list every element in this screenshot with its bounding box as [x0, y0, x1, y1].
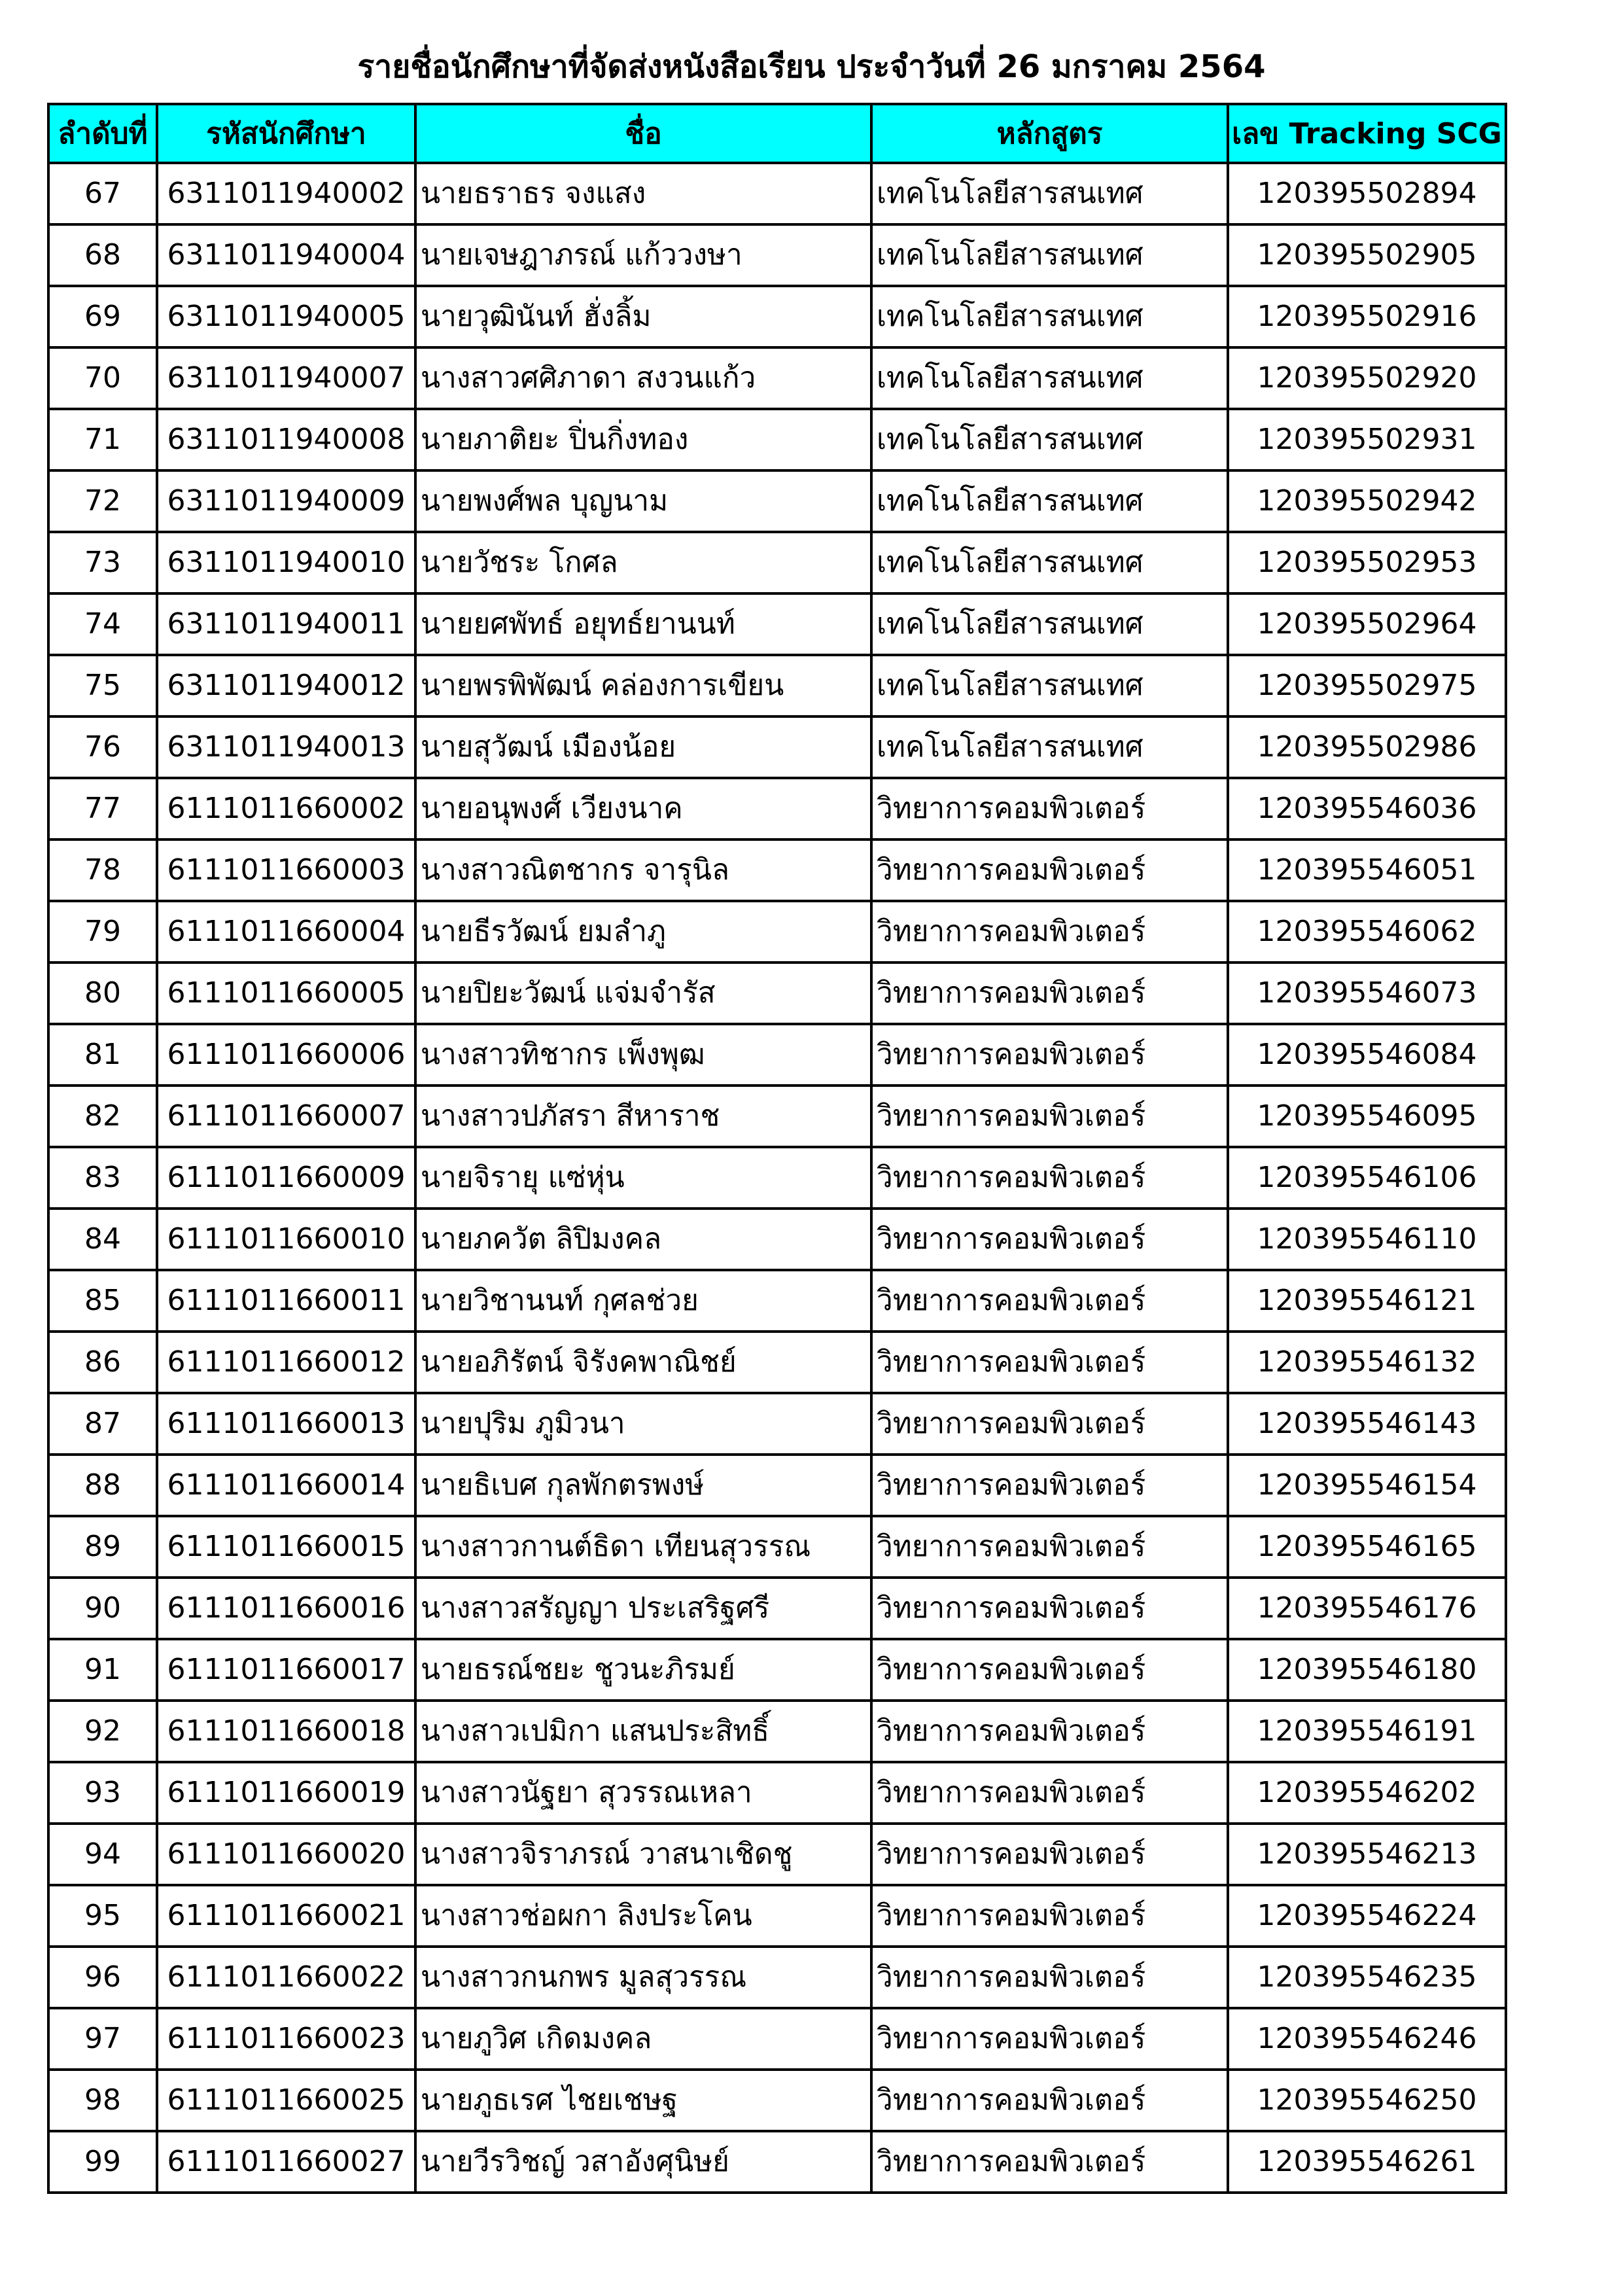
row-number: 87	[48, 1393, 157, 1455]
student-name: นายภูธเรศ ไชยเชษฐ	[415, 2070, 871, 2131]
student-id: 6311011940004	[157, 224, 415, 286]
student-name: นางสาวณิตชากร จารุนิล	[415, 839, 871, 901]
program: เทคโนโลยีสารสนเทศ	[871, 470, 1228, 532]
tracking-number: 120395502894	[1228, 163, 1506, 224]
row-number: 97	[48, 2008, 157, 2070]
student-name: นางสาวปภัสรา สีหาราช	[415, 1086, 871, 1147]
program: เทคโนโลยีสารสนเทศ	[871, 716, 1228, 778]
student-name: นายปิยะวัฒน์ แจ่มจำรัส	[415, 963, 871, 1024]
table-row	[48, 1455, 1506, 1516]
student-id: 6111011660010	[157, 1209, 415, 1270]
row-number: 92	[48, 1701, 157, 1762]
tracking-number: 120395546132	[1228, 1332, 1506, 1393]
student-id: 6111011660018	[157, 1701, 415, 1762]
program: วิทยาการคอมพิวเตอร์	[871, 1086, 1228, 1147]
tracking-number: 120395546180	[1228, 1639, 1506, 1701]
tracking-number: 120395502916	[1228, 286, 1506, 347]
program: วิทยาการคอมพิวเตอร์	[871, 1332, 1228, 1393]
program: เทคโนโลยีสารสนเทศ	[871, 224, 1228, 286]
table-row	[48, 409, 1506, 470]
student-name: นายวัชระ โกศล	[415, 532, 871, 593]
table-row	[48, 1393, 1506, 1455]
student-name: นายพรพิพัฒน์ คล่องการเขียน	[415, 655, 871, 716]
student-shipment-table	[47, 103, 1507, 2194]
student-id: 6311011940007	[157, 347, 415, 409]
student-id: 6311011940009	[157, 470, 415, 532]
program: วิทยาการคอมพิวเตอร์	[871, 1701, 1228, 1762]
row-number: 95	[48, 1885, 157, 1947]
student-name: นายอภิรัตน์ จิรังคพาณิชย์	[415, 1332, 871, 1393]
student-name: นางสาวศศิภาดา สงวนแก้ว	[415, 347, 871, 409]
table-row	[48, 1701, 1506, 1762]
student-name: นายจิรายุ แซ่หุ่น	[415, 1147, 871, 1209]
row-number: 93	[48, 1762, 157, 1824]
student-name: นายธีรวัฒน์ ยมลำภู	[415, 901, 871, 963]
tracking-number: 120395546110	[1228, 1209, 1506, 1270]
program: เทคโนโลยีสารสนเทศ	[871, 286, 1228, 347]
program: เทคโนโลยีสารสนเทศ	[871, 593, 1228, 655]
row-number: 74	[48, 593, 157, 655]
table-row	[48, 839, 1506, 901]
row-number: 79	[48, 901, 157, 963]
tracking-number: 120395502986	[1228, 716, 1506, 778]
table-row	[48, 1885, 1506, 1947]
table-row	[48, 1270, 1506, 1332]
program: วิทยาการคอมพิวเตอร์	[871, 901, 1228, 963]
table-row	[48, 2131, 1506, 2193]
row-number: 88	[48, 1455, 157, 1516]
student-id: 6111011660013	[157, 1393, 415, 1455]
table-row	[48, 163, 1506, 224]
header-program: หลักสูตร	[871, 104, 1228, 163]
student-name: นายธิเบศ กุลพักตรพงษ์	[415, 1455, 871, 1516]
program: วิทยาการคอมพิวเตอร์	[871, 1147, 1228, 1209]
student-id: 6111011660015	[157, 1516, 415, 1578]
student-id: 6311011940012	[157, 655, 415, 716]
program: วิทยาการคอมพิวเตอร์	[871, 1824, 1228, 1885]
table-row	[48, 1762, 1506, 1824]
student-id: 6111011660012	[157, 1332, 415, 1393]
row-number: 69	[48, 286, 157, 347]
row-number: 90	[48, 1578, 157, 1639]
table-row	[48, 655, 1506, 716]
tracking-number: 120395546121	[1228, 1270, 1506, 1332]
header-name: ชื่อ	[415, 104, 871, 163]
row-number: 82	[48, 1086, 157, 1147]
table-row	[48, 1639, 1506, 1701]
tracking-number: 120395502905	[1228, 224, 1506, 286]
student-name: นายภูวิศ เกิดมงคล	[415, 2008, 871, 2070]
student-id: 6111011660006	[157, 1024, 415, 1086]
student-id: 6111011660016	[157, 1578, 415, 1639]
tracking-number: 120395546154	[1228, 1455, 1506, 1516]
program: วิทยาการคอมพิวเตอร์	[871, 2131, 1228, 2193]
table-row	[48, 963, 1506, 1024]
tracking-number: 120395546261	[1228, 2131, 1506, 2193]
student-id: 6111011660011	[157, 1270, 415, 1332]
table-header-row	[48, 104, 1506, 163]
tracking-number: 120395546246	[1228, 2008, 1506, 2070]
student-name: นายปุริม ภูมิวนา	[415, 1393, 871, 1455]
tracking-number: 120395546084	[1228, 1024, 1506, 1086]
row-number: 73	[48, 532, 157, 593]
row-number: 72	[48, 470, 157, 532]
student-name: นางสาวจิราภรณ์ วาสนาเชิดชู	[415, 1824, 871, 1885]
header-no: ลำดับที่	[48, 104, 157, 163]
student-id: 6111011660027	[157, 2131, 415, 2193]
table-row	[48, 1516, 1506, 1578]
student-id: 6311011940008	[157, 409, 415, 470]
student-id: 6311011940002	[157, 163, 415, 224]
student-id: 6111011660004	[157, 901, 415, 963]
tracking-number: 120395546165	[1228, 1516, 1506, 1578]
row-number: 84	[48, 1209, 157, 1270]
student-id: 6311011940010	[157, 532, 415, 593]
student-name: นายเจษฎาภรณ์ แก้ววงษา	[415, 224, 871, 286]
program: วิทยาการคอมพิวเตอร์	[871, 1885, 1228, 1947]
program: วิทยาการคอมพิวเตอร์	[871, 839, 1228, 901]
table-row	[48, 1332, 1506, 1393]
student-id: 6111011660002	[157, 778, 415, 839]
tracking-number: 120395546073	[1228, 963, 1506, 1024]
program: เทคโนโลยีสารสนเทศ	[871, 163, 1228, 224]
student-name: นางสาวสรัญญา ประเสริฐศรี	[415, 1578, 871, 1639]
program: เทคโนโลยีสารสนเทศ	[871, 532, 1228, 593]
tracking-number: 120395546191	[1228, 1701, 1506, 1762]
student-id: 6111011660009	[157, 1147, 415, 1209]
student-id: 6111011660025	[157, 2070, 415, 2131]
student-name: นายธราธร จงแสง	[415, 163, 871, 224]
table-row	[48, 1824, 1506, 1885]
row-number: 89	[48, 1516, 157, 1578]
student-id: 6111011660007	[157, 1086, 415, 1147]
tracking-number: 120395546213	[1228, 1824, 1506, 1885]
row-number: 68	[48, 224, 157, 286]
row-number: 86	[48, 1332, 157, 1393]
table-row	[48, 901, 1506, 963]
student-name: นางสาวทิชากร เพ็งพุฒ	[415, 1024, 871, 1086]
student-name: นางสาวกานต์ธิดา เทียนสุวรรณ	[415, 1516, 871, 1578]
student-id: 6311011940013	[157, 716, 415, 778]
header-student-id: รหัสนักศึกษา	[157, 104, 415, 163]
student-id: 6311011940011	[157, 593, 415, 655]
program: วิทยาการคอมพิวเตอร์	[871, 1455, 1228, 1516]
table-row	[48, 1147, 1506, 1209]
row-number: 99	[48, 2131, 157, 2193]
tracking-number: 120395546051	[1228, 839, 1506, 901]
tracking-number: 120395546202	[1228, 1762, 1506, 1824]
row-number: 71	[48, 409, 157, 470]
student-name: นายวิชานนท์ กุศลช่วย	[415, 1270, 871, 1332]
student-name: นายพงศ์พล บุญนาม	[415, 470, 871, 532]
table-row	[48, 347, 1506, 409]
student-id: 6111011660014	[157, 1455, 415, 1516]
program: วิทยาการคอมพิวเตอร์	[871, 1209, 1228, 1270]
table-row	[48, 224, 1506, 286]
row-number: 78	[48, 839, 157, 901]
program: เทคโนโลยีสารสนเทศ	[871, 409, 1228, 470]
student-name: นางสาวกนกพร มูลสุวรรณ	[415, 1947, 871, 2008]
program: วิทยาการคอมพิวเตอร์	[871, 1024, 1228, 1086]
table-row	[48, 1024, 1506, 1086]
tracking-number: 120395546036	[1228, 778, 1506, 839]
tracking-number: 120395546143	[1228, 1393, 1506, 1455]
row-number: 81	[48, 1024, 157, 1086]
table-row	[48, 2008, 1506, 2070]
program: วิทยาการคอมพิวเตอร์	[871, 1762, 1228, 1824]
row-number: 85	[48, 1270, 157, 1332]
tracking-number: 120395546095	[1228, 1086, 1506, 1147]
program: วิทยาการคอมพิวเตอร์	[871, 1393, 1228, 1455]
student-id: 6311011940005	[157, 286, 415, 347]
program: วิทยาการคอมพิวเตอร์	[871, 2008, 1228, 2070]
student-id: 6111011660020	[157, 1824, 415, 1885]
student-name: นายภควัต ลิปิมงคล	[415, 1209, 871, 1270]
row-number: 91	[48, 1639, 157, 1701]
row-number: 70	[48, 347, 157, 409]
tracking-number: 120395502975	[1228, 655, 1506, 716]
tracking-number: 120395502931	[1228, 409, 1506, 470]
table-row	[48, 2070, 1506, 2131]
student-name: นายยศพัทธ์ อยุทธ์ยานนท์	[415, 593, 871, 655]
table-row	[48, 286, 1506, 347]
row-number: 75	[48, 655, 157, 716]
student-name: นางสาวเปมิกา แสนประสิทธิ์	[415, 1701, 871, 1762]
program: เทคโนโลยีสารสนเทศ	[871, 347, 1228, 409]
table-row	[48, 1086, 1506, 1147]
student-id: 6111011660022	[157, 1947, 415, 2008]
program: วิทยาการคอมพิวเตอร์	[871, 2070, 1228, 2131]
table-row	[48, 1947, 1506, 2008]
student-name: นายอนุพงศ์ เวียงนาค	[415, 778, 871, 839]
tracking-number: 120395502964	[1228, 593, 1506, 655]
student-id: 6111011660017	[157, 1639, 415, 1701]
student-name: นายสุวัฒน์ เมืองน้อย	[415, 716, 871, 778]
tracking-number: 120395502953	[1228, 532, 1506, 593]
page-title: รายชื่อนักศึกษาที่จัดส่งหนังสือเรียน ประจำวันที่ 26 มกราคม 2564	[357, 48, 1266, 85]
row-number: 96	[48, 1947, 157, 2008]
student-name: นายวีรวิชญ์ วสาอังศุนิษย์	[415, 2131, 871, 2193]
student-name: นายภาติยะ ปิ่นกิ่งทอง	[415, 409, 871, 470]
program: วิทยาการคอมพิวเตอร์	[871, 1270, 1228, 1332]
table-row	[48, 532, 1506, 593]
tracking-number: 120395546250	[1228, 2070, 1506, 2131]
tracking-number: 120395502942	[1228, 470, 1506, 532]
row-number: 76	[48, 716, 157, 778]
program: วิทยาการคอมพิวเตอร์	[871, 1578, 1228, 1639]
tracking-number: 120395546176	[1228, 1578, 1506, 1639]
table-row	[48, 593, 1506, 655]
student-id: 6111011660023	[157, 2008, 415, 2070]
table-row	[48, 1578, 1506, 1639]
row-number: 83	[48, 1147, 157, 1209]
student-name: นายวุฒินันท์ ฮั่งลิ้ม	[415, 286, 871, 347]
student-id: 6111011660019	[157, 1762, 415, 1824]
header-tracking: เลข Tracking SCG	[1228, 104, 1506, 163]
student-name: นายธรณ์ชยะ ชูวนะภิรมย์	[415, 1639, 871, 1701]
student-id: 6111011660021	[157, 1885, 415, 1947]
table-row	[48, 470, 1506, 532]
row-number: 77	[48, 778, 157, 839]
row-number: 67	[48, 163, 157, 224]
program: วิทยาการคอมพิวเตอร์	[871, 1639, 1228, 1701]
program: เทคโนโลยีสารสนเทศ	[871, 655, 1228, 716]
row-number: 98	[48, 2070, 157, 2131]
tracking-number: 120395546062	[1228, 901, 1506, 963]
student-name: นางสาวนัฐยา สุวรรณเหลา	[415, 1762, 871, 1824]
program: วิทยาการคอมพิวเตอร์	[871, 1947, 1228, 2008]
tracking-number: 120395502920	[1228, 347, 1506, 409]
program: วิทยาการคอมพิวเตอร์	[871, 1516, 1228, 1578]
tracking-number: 120395546106	[1228, 1147, 1506, 1209]
table-row	[48, 716, 1506, 778]
student-id: 6111011660003	[157, 839, 415, 901]
student-id: 6111011660005	[157, 963, 415, 1024]
row-number: 80	[48, 963, 157, 1024]
row-number: 94	[48, 1824, 157, 1885]
student-name: นางสาวช่อผกา ลิงประโคน	[415, 1885, 871, 1947]
tracking-number: 120395546235	[1228, 1947, 1506, 2008]
program: วิทยาการคอมพิวเตอร์	[871, 778, 1228, 839]
program: วิทยาการคอมพิวเตอร์	[871, 963, 1228, 1024]
table-row	[48, 778, 1506, 839]
table-body	[48, 163, 1506, 2193]
table-row	[48, 1209, 1506, 1270]
tracking-number: 120395546224	[1228, 1885, 1506, 1947]
